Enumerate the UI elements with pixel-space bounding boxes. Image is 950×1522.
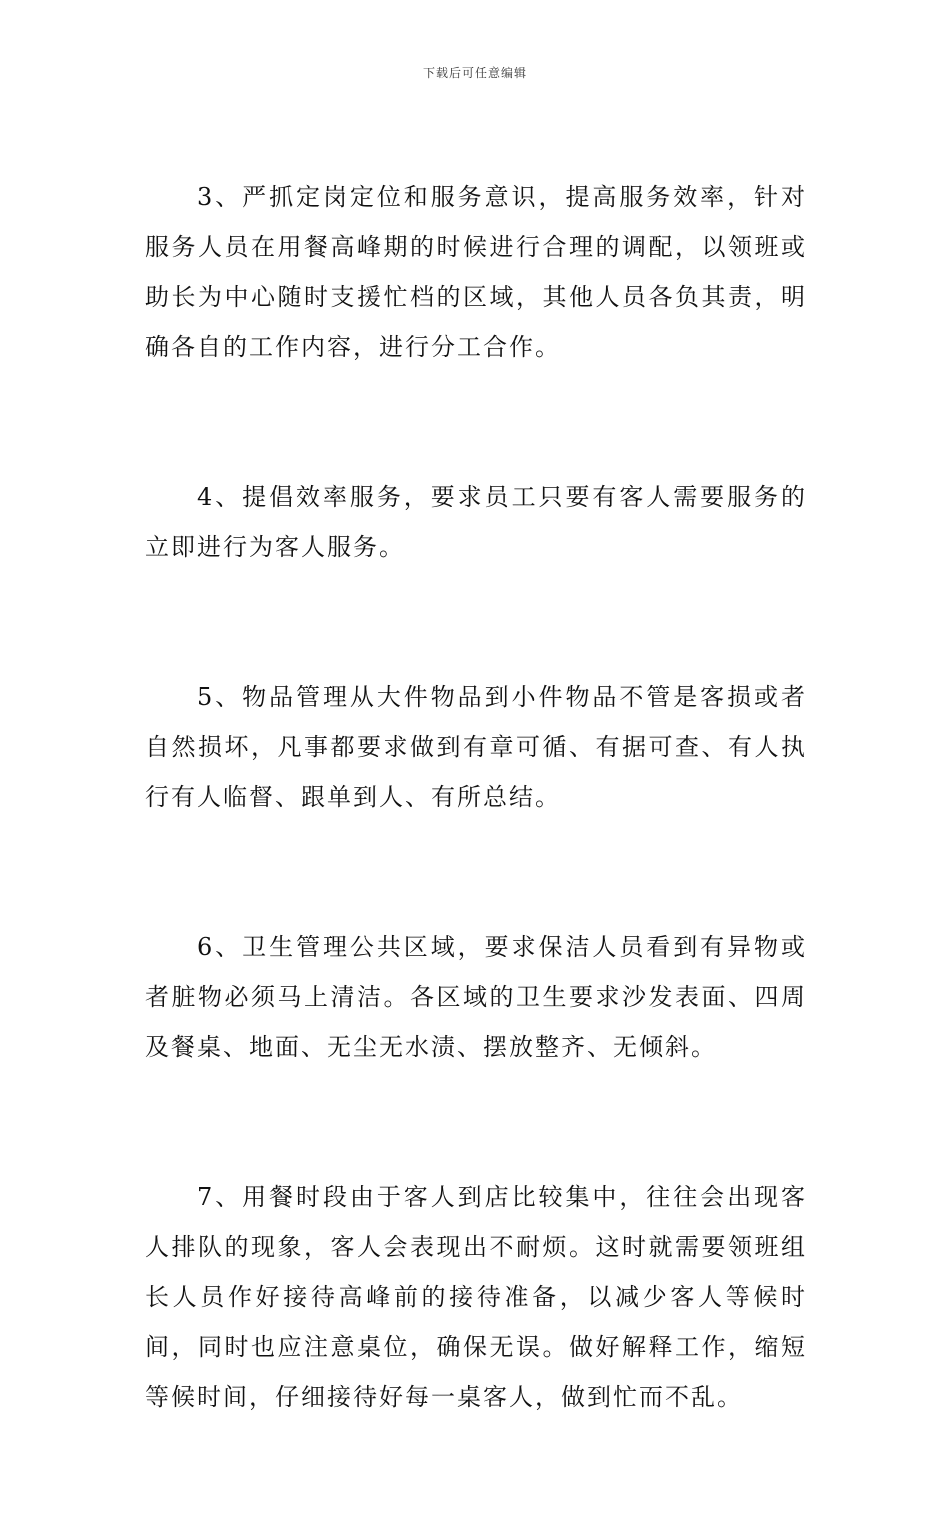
- paragraph-7: 7、用餐时段由于客人到店比较集中，往往会出现客人排队的现象，客人会表现出不耐烦。这时就需要领班组长人员作好接待高峰前的接待准备，以减少客人等候时间，同时也应注意桌位，确保无误。做好解释工作，缩短等候时间，仔细接待好每一桌客人，做到忙而不乱。: [145, 1183, 807, 1411]
- document-body: [145, 172, 807, 1522]
- page-header-note: 下载后可任意编辑: [422, 66, 527, 80]
- paragraph-3: 3、严抓定岗定位和服务意识，提高服务效率，针对服务人员在用餐高峰期的时候进行合理的调配，以领班或助长为中心随时支援忙档的区域，其他人员各负其责，明确各自的工作内容，进行分工合作。: [145, 183, 807, 361]
- paragraph-5: 5、物品管理从大件物品到小件物品不管是客损或者自然损坏，凡事都要求做到有章可循、有据可查、有人执行有人临督、跟单到人、有所总结。: [145, 683, 807, 811]
- paragraph-6: 6、卫生管理公共区域，要求保洁人员看到有异物或者脏物必须马上清洁。各区域的卫生要求沙发表面、四周及餐桌、地面、无尘无水渍、摆放整齐、无倾斜。: [145, 933, 807, 1061]
- paragraph-4: 4、提倡效率服务，要求员工只要有客人需要服务的立即进行为客人服务。: [145, 483, 807, 561]
